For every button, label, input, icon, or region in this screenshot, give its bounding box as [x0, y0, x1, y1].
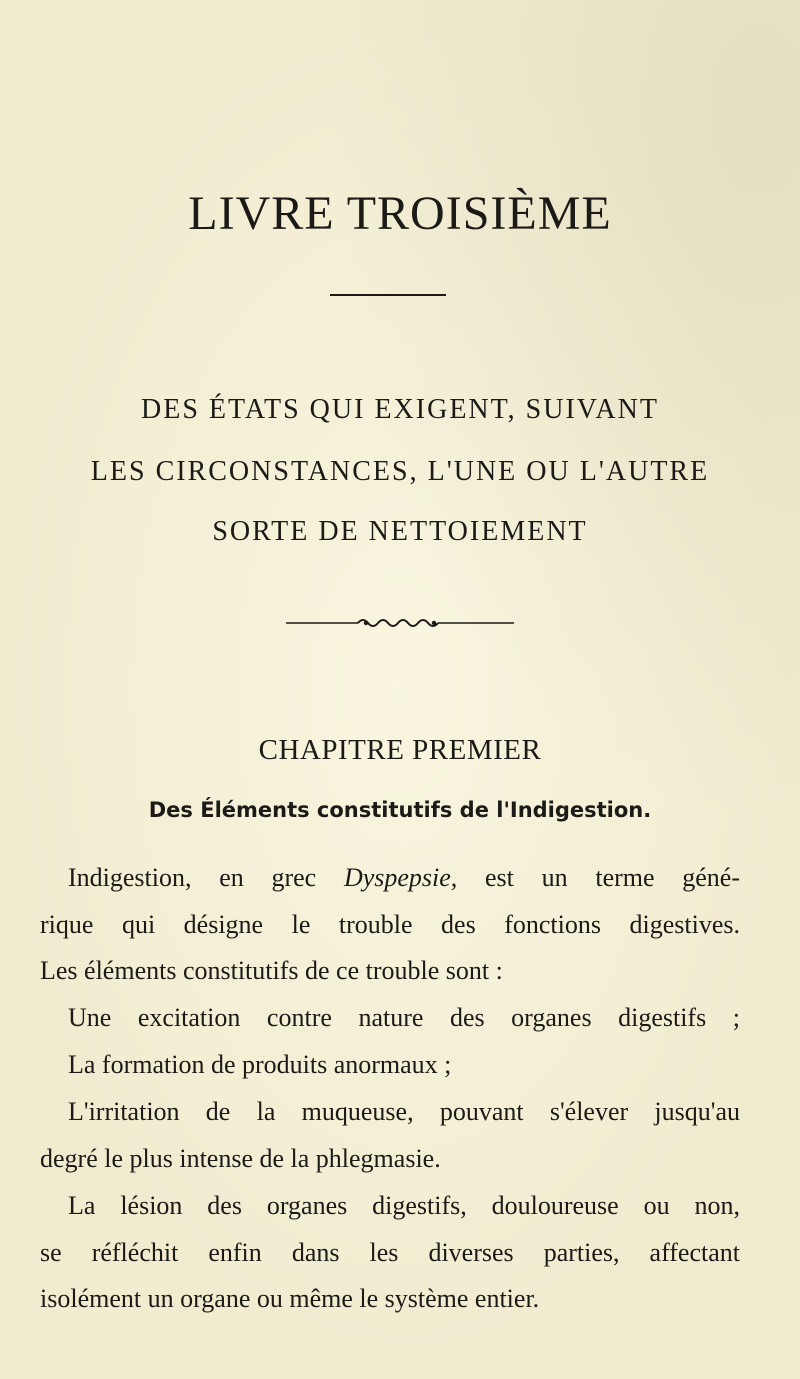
body-line-4: Une excitation contre nature des organes digestifs ;	[68, 1003, 740, 1032]
subtitle-line-2: LES CIRCONSTANCES, L'UNE OU L'AUTRE	[90, 456, 710, 487]
body-line-10: isolément un organe ou même le système entier.	[40, 1284, 540, 1313]
subtitle-line-1: DES ÉTATS QUI EXIGENT, SUIVANT	[141, 394, 659, 425]
book-title: LIVRE TROISIÈME	[188, 187, 612, 240]
body-line-1-start: Indigestion, en grec	[68, 863, 344, 892]
title-rule	[330, 294, 446, 296]
body-line-5: La formation de produits anormaux ;	[68, 1050, 452, 1079]
ornament-divider	[286, 616, 514, 630]
body-line-6: L'irritation de la muqueuse, pouvant s'élever jusqu'au	[68, 1097, 740, 1126]
body-line-1-end: est un terme géné-	[457, 863, 740, 892]
chapter-subtitle: Des Éléments constitutifs de l'Indigestion.	[148, 798, 652, 822]
body-line-3: Les éléments constitutifs de ce trouble sont :	[40, 956, 503, 985]
chapter-title: CHAPITRE PREMIER	[258, 734, 542, 766]
subtitle-line-3: SORTE DE NETTOIEMENT	[212, 516, 588, 547]
body-line-9: se réfléchit enfin dans les diverses parties, affectant	[40, 1238, 740, 1267]
body-line-1-term: Dyspepsie,	[343, 863, 458, 892]
body-line-8: La lésion des organes digestifs, douloureuse ou non,	[68, 1191, 740, 1220]
body-line-7: degré le plus intense de la phlegmasie.	[40, 1144, 441, 1173]
body-line-1	[68, 863, 740, 893]
body-line-2: rique qui désigne le trouble des fonctions digestives.	[40, 910, 740, 939]
